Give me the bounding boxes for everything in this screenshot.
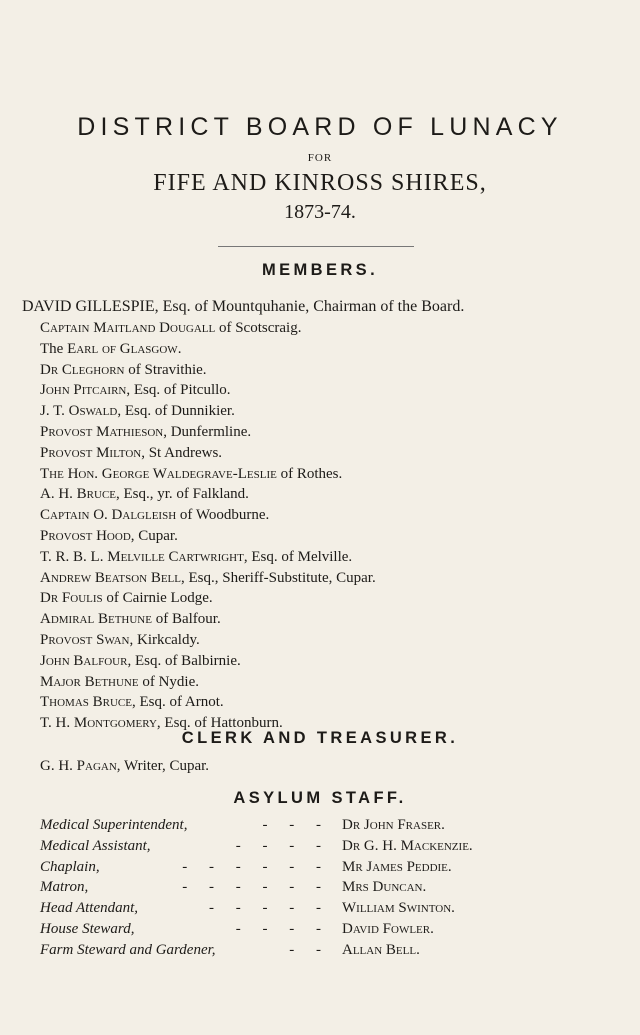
member-rest: , Esq. of Hattonburn. bbox=[156, 715, 283, 732]
member-line bbox=[40, 424, 251, 441]
member-line bbox=[40, 507, 269, 524]
member-name: Thomas Bruce bbox=[40, 694, 132, 711]
member-name: Provost Mathieson bbox=[40, 424, 164, 440]
member-name: Provost Milton bbox=[40, 444, 142, 461]
staff-person: Dr G. H. Mackenzie. bbox=[342, 837, 473, 854]
member-rest: , Esq. of Arnot. bbox=[131, 694, 224, 711]
staff-heading: ASYLUM STAFF. bbox=[233, 789, 407, 807]
member-line bbox=[40, 632, 200, 649]
member-line bbox=[40, 549, 352, 566]
document-subtitle: FIFE AND KINROSS SHIRES, bbox=[153, 170, 487, 196]
member-rest: , St Andrews. bbox=[141, 444, 223, 461]
staff-leader-dashes: - - - - - - bbox=[182, 858, 330, 875]
clerk-name: Pagan bbox=[76, 758, 117, 774]
chairman-line bbox=[22, 298, 464, 316]
member-line bbox=[40, 320, 301, 337]
member-line bbox=[40, 403, 235, 420]
member-name: Dr Cleghorn bbox=[40, 361, 125, 378]
member-rest: , Esq. of Dunnikier. bbox=[117, 403, 235, 420]
member-rest: , Esq. of Melville. bbox=[243, 548, 353, 565]
chairman-rest: , Esq. of Mountquhanie, Chairman of the Board. bbox=[154, 298, 465, 315]
for-label: FOR bbox=[307, 152, 333, 164]
member-rest: of Rothes. bbox=[276, 465, 343, 482]
clerk-heading: CLERK AND TREASURER. bbox=[181, 729, 459, 747]
member-line bbox=[40, 570, 376, 587]
member-name: Major Bethune bbox=[40, 673, 139, 690]
member-name: Provost Swan bbox=[40, 632, 130, 648]
staff-role: Medical Assistant, bbox=[40, 837, 151, 854]
member-rest: of Scotscraig. bbox=[215, 320, 302, 336]
staff-leader-dashes: - - bbox=[289, 941, 330, 958]
members-heading: MEMBERS. bbox=[261, 261, 379, 279]
member-rest: . bbox=[177, 340, 182, 357]
staff-role: Chaplain, bbox=[40, 858, 100, 875]
member-rest: of Nydie. bbox=[138, 673, 199, 690]
member-name: Earl of Glasgow bbox=[67, 340, 178, 357]
staff-person: William Swinton. bbox=[342, 900, 455, 917]
clerk-line bbox=[40, 758, 209, 775]
member-name: Admiral Bethune bbox=[40, 611, 152, 628]
staff-leader-dashes: - - - - bbox=[235, 837, 330, 854]
document-years: 1873-74. bbox=[284, 201, 356, 223]
member-rest: of Stravithie. bbox=[124, 361, 207, 378]
staff-person: Dr John Fraser. bbox=[342, 817, 445, 833]
staff-leader-dashes: - - - bbox=[262, 817, 330, 833]
member-name: Melville Cartwright bbox=[107, 548, 244, 565]
member-name: Bruce bbox=[76, 486, 117, 503]
member-rest: , Esq., Sheriff-Substitute, Cupar. bbox=[181, 569, 376, 586]
member-line bbox=[40, 653, 241, 670]
member-name: Dr Foulis bbox=[40, 590, 103, 607]
member-name: Captain O. Dalgleish bbox=[40, 507, 177, 524]
divider-rule bbox=[218, 246, 414, 247]
member-line bbox=[40, 466, 342, 483]
member-prefix: A. H. bbox=[40, 486, 77, 503]
staff-person: David Fowler. bbox=[342, 921, 434, 937]
member-line bbox=[40, 528, 178, 545]
member-line bbox=[40, 611, 221, 628]
member-rest: , Dunfermline. bbox=[163, 424, 252, 440]
member-rest: , Esq. of Balbirnie. bbox=[127, 652, 241, 669]
staff-leader-dashes: - - - - - bbox=[209, 900, 330, 917]
member-name: Andrew Beatson Bell bbox=[40, 569, 181, 586]
member-prefix: T. H. bbox=[40, 715, 74, 732]
member-name: Montgomery bbox=[73, 715, 157, 732]
member-name: Captain Maitland Dougall bbox=[40, 320, 216, 336]
member-line bbox=[40, 694, 224, 711]
member-rest: of Balfour. bbox=[151, 611, 221, 628]
member-line bbox=[40, 341, 181, 358]
member-rest: , Esq., yr. of Falkland. bbox=[116, 486, 249, 503]
staff-person: Mr James Peddie. bbox=[342, 858, 452, 875]
member-name: The Hon. George Waldegrave-Leslie bbox=[40, 465, 277, 482]
document-title: DISTRICT BOARD OF LUNACY bbox=[77, 113, 563, 141]
member-name: Oswald bbox=[68, 403, 118, 420]
staff-role: Head Attendant, bbox=[40, 900, 139, 917]
clerk-prefix: G. H. bbox=[40, 758, 77, 774]
member-name: Provost Hood bbox=[40, 528, 131, 544]
staff-person: Mrs Duncan. bbox=[342, 879, 427, 896]
member-line bbox=[40, 445, 222, 462]
clerk-rest: , Writer, Cupar. bbox=[116, 758, 210, 774]
member-line bbox=[40, 362, 207, 379]
member-rest: , Kirkcaldy. bbox=[129, 632, 200, 648]
staff-role: Medical Superintendent, bbox=[40, 817, 188, 833]
member-name: John Pitcairn bbox=[40, 382, 127, 399]
member-rest: , Cupar. bbox=[130, 528, 178, 544]
staff-role: Farm Steward and Gardener, bbox=[40, 941, 216, 958]
staff-role: Matron, bbox=[40, 879, 89, 896]
member-line bbox=[40, 486, 249, 503]
member-name: John Balfour bbox=[40, 652, 128, 669]
member-prefix: The bbox=[40, 340, 68, 357]
staff-person: Allan Bell. bbox=[342, 941, 420, 958]
staff-leader-dashes: - - - - - - bbox=[182, 879, 330, 896]
chairman-name: DAVID GILLESPIE bbox=[22, 298, 155, 315]
staff-role: House Steward, bbox=[40, 921, 135, 937]
member-line bbox=[40, 674, 199, 691]
member-line bbox=[40, 382, 231, 399]
member-line bbox=[40, 590, 213, 607]
member-rest: of Cairnie Lodge. bbox=[102, 590, 213, 607]
member-rest: , Esq. of Pitcullo. bbox=[126, 382, 231, 399]
staff-leader-dashes: - - - - bbox=[235, 921, 330, 937]
member-prefix: J. T. bbox=[40, 403, 69, 420]
member-prefix: T. R. B. L. bbox=[40, 548, 108, 565]
member-rest: of Woodburne. bbox=[176, 507, 270, 524]
